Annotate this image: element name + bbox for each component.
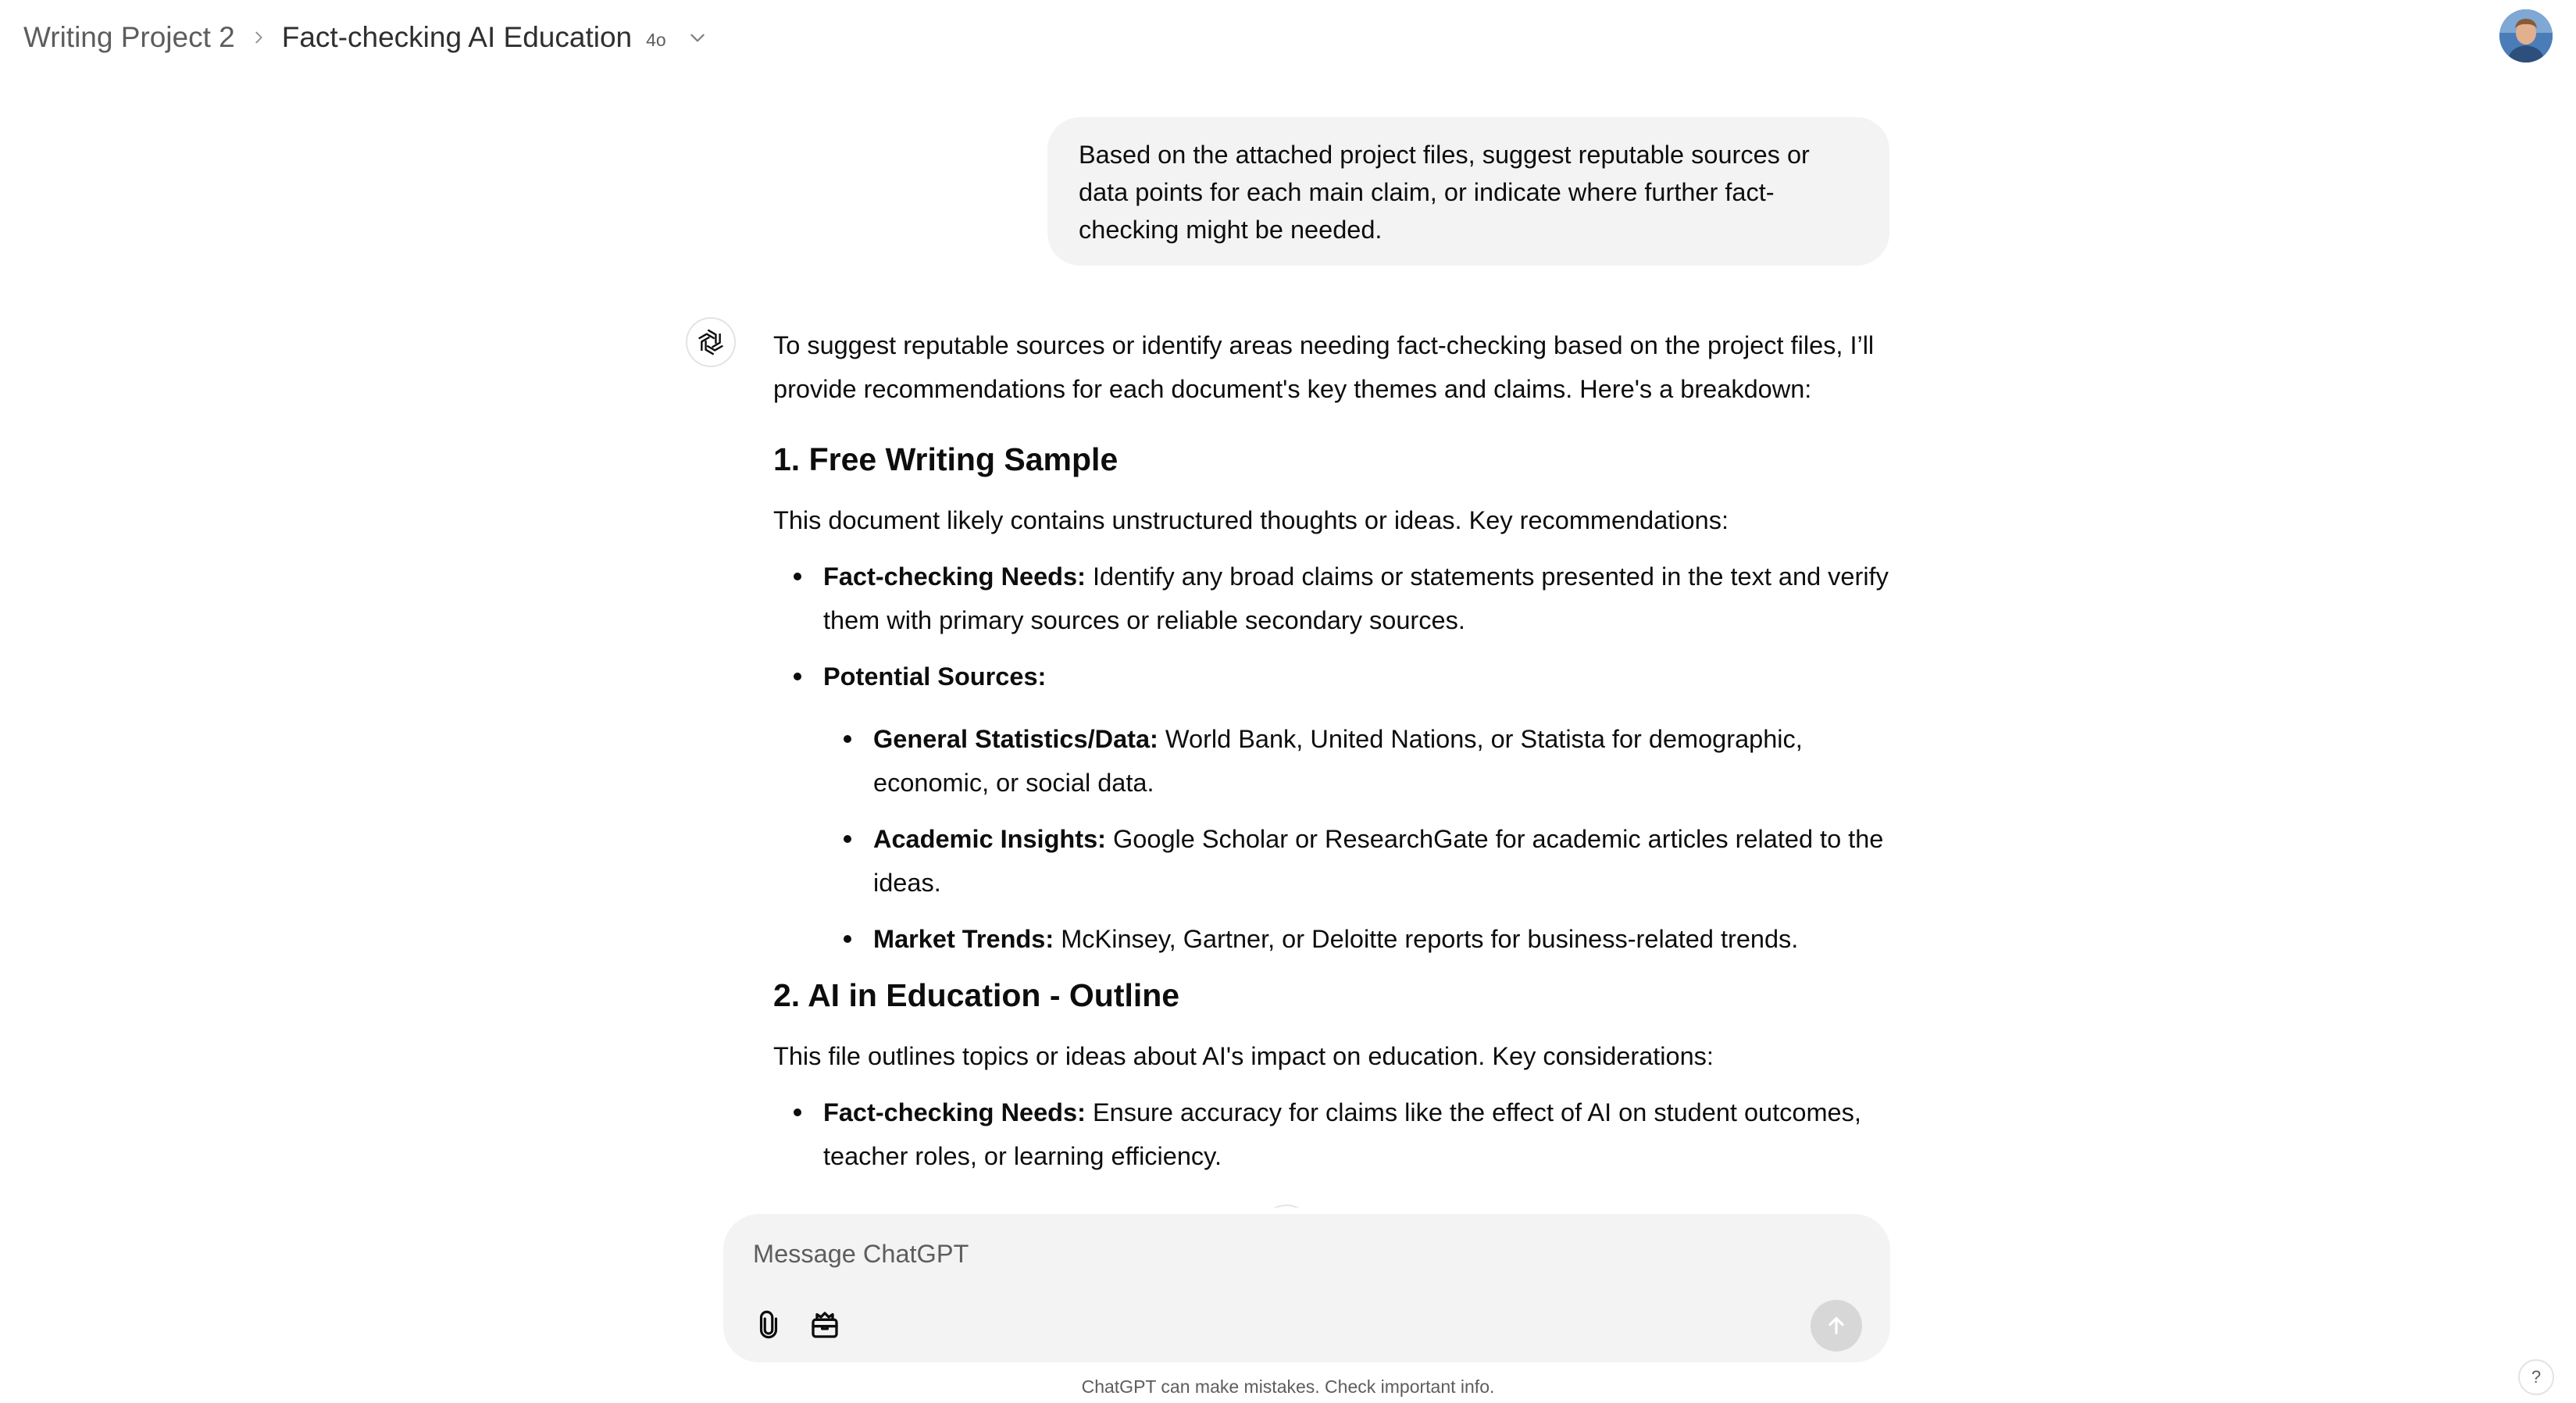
message-input[interactable] bbox=[751, 1234, 1767, 1273]
openai-logo-icon bbox=[686, 317, 736, 367]
paperclip-icon bbox=[754, 1310, 783, 1340]
avatar[interactable] bbox=[2499, 9, 2553, 62]
list-item-text: Identify any broad claims or statements presented in the text and verify them with primary sources or reliable secondary sources. bbox=[823, 562, 1889, 634]
message-composer bbox=[723, 1214, 1890, 1362]
list-item-label: Potential Sources: bbox=[823, 662, 1047, 691]
section-heading-1: 1. Free Writing Sample bbox=[773, 441, 1119, 477]
list-item-label: Academic Insights: bbox=[873, 825, 1106, 853]
list-item-label: Fact-checking Needs: bbox=[823, 562, 1086, 591]
list-item-label: Market Trends: bbox=[873, 925, 1054, 953]
list-item-text: Google Scholar or ResearchGate for academic articles related to the ideas. bbox=[873, 825, 1884, 897]
list-item-text: World Bank, United Nations, or Statista for demographic, economic, or social data. bbox=[873, 725, 1803, 797]
conversation-thread[interactable] bbox=[0, 75, 2576, 1208]
assistant-message bbox=[773, 323, 1890, 1191]
attach-button[interactable] bbox=[745, 1301, 792, 1348]
chevron-right-icon bbox=[241, 20, 276, 55]
list-item bbox=[773, 555, 1890, 642]
top-bar bbox=[0, 0, 2576, 75]
list-item bbox=[773, 817, 1890, 905]
conversation-title[interactable]: Fact-checking AI Education bbox=[281, 21, 633, 53]
section-heading-2: 2. AI in Education - Outline bbox=[773, 977, 1180, 1013]
breadcrumb-project[interactable]: Writing Project 2 bbox=[23, 21, 235, 53]
help-button[interactable]: ? bbox=[2518, 1359, 2554, 1395]
disclaimer-text: ChatGPT can make mistakes. Check important info. bbox=[1081, 1376, 1495, 1397]
tools-button[interactable] bbox=[801, 1301, 848, 1348]
toolbox-icon bbox=[809, 1309, 840, 1341]
list-item-text: Ensure accuracy for claims like the effect of AI on student outcomes, teacher roles, or learning efficiency. bbox=[823, 1098, 1861, 1170]
user-message bbox=[1047, 117, 1889, 266]
list-item-text: McKinsey, Gartner, or Deloitte reports for business-related trends. bbox=[1054, 925, 1799, 953]
assistant-intro: To suggest reputable sources or identify areas needing fact-checking based on the project files, I’ll provide recommendations for each document's key themes and claims. Here's a breakdown: bbox=[773, 331, 1875, 403]
user-message-text: Based on the attached project files, suggest reputable sources or data points for each main claim, or indicate where further fact-checking might be needed. bbox=[1079, 141, 1810, 244]
section-2-paragraph: This file outlines topics or ideas about AI's impact on education. Key considerations: bbox=[773, 1042, 1714, 1070]
list-item bbox=[773, 917, 1890, 961]
list-item bbox=[773, 717, 1890, 805]
section-2-list bbox=[773, 1091, 1890, 1178]
list-item-label: Fact-checking Needs: bbox=[823, 1098, 1086, 1126]
send-button[interactable] bbox=[1811, 1300, 1862, 1351]
list-item bbox=[773, 1091, 1890, 1178]
list-item-label: General Statistics/Data: bbox=[873, 725, 1158, 753]
section-1-paragraph: This document likely contains unstructured thoughts or ideas. Key recommendations: bbox=[773, 506, 1729, 534]
chevron-down-icon[interactable] bbox=[680, 20, 715, 55]
sources-sublist bbox=[823, 717, 1890, 961]
scroll-to-bottom-button[interactable] bbox=[1261, 1205, 1312, 1208]
model-badge[interactable]: 4o bbox=[646, 29, 666, 50]
list-item bbox=[773, 655, 1890, 961]
arrow-up-icon bbox=[1824, 1313, 1849, 1338]
section-1-list bbox=[773, 555, 1890, 961]
